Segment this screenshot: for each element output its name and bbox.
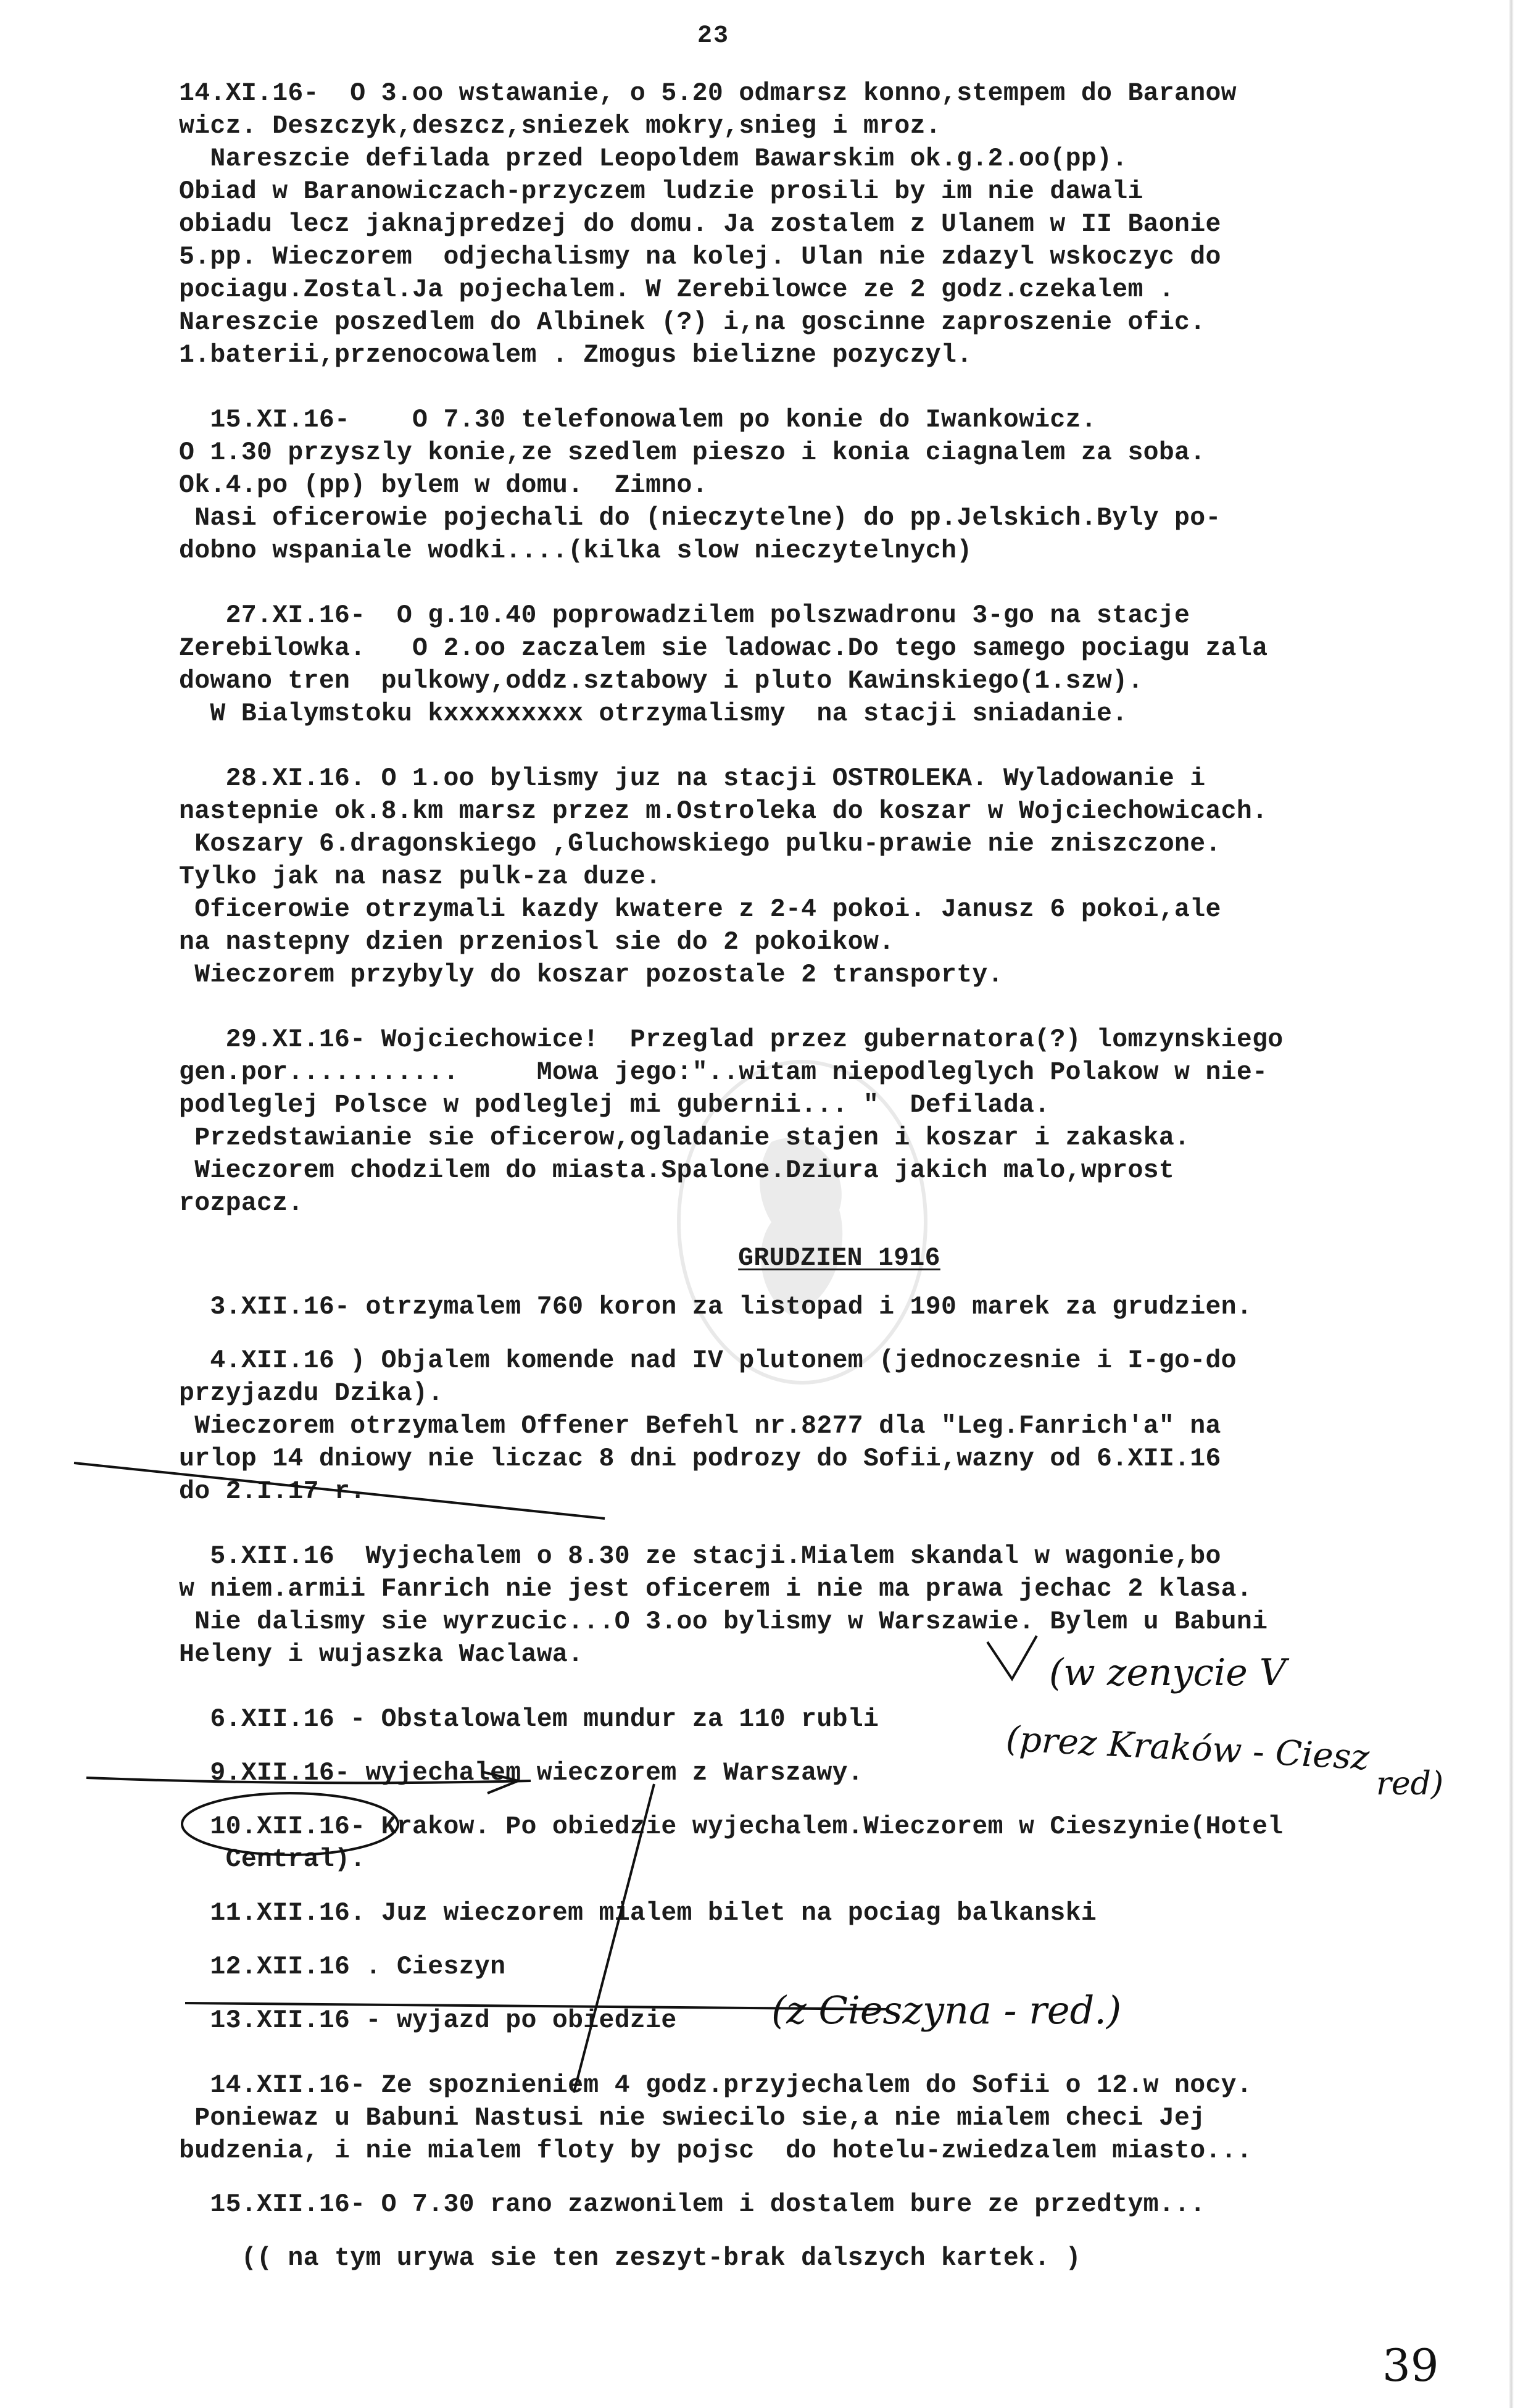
text-line: Przedstawianie sie oficerow,ogladanie stajen i koszar i zakaska.: [179, 1123, 1190, 1152]
month-heading: GRUDZIEN 1916: [738, 1244, 940, 1273]
text-line: Heleny i wujaszka Waclawa.: [179, 1640, 584, 1669]
text-line: 4.XII.16 ) Objalem komende nad IV plutonem (jednoczesnie i I-go-do: [179, 1346, 1237, 1375]
handwritten-note: red): [1376, 1765, 1444, 1802]
text-line: rozpacz.: [179, 1189, 304, 1218]
text-line: Poniewaz u Babuni Nastusi nie swiecilo sie,a nie mialem checi Jej: [179, 2104, 1206, 2133]
text-line: W Bialymstoku kxxxxxxxxx otrzymalismy na stacji sniadanie.: [179, 699, 1128, 728]
text-line: Wieczorem przybyly do koszar pozostale 2 transporty.: [179, 960, 1003, 989]
text-line: obiadu lecz jaknajpredzej do domu. Ja zostalem z Ulanem w II Baonie: [179, 210, 1221, 239]
text-line: 11.XII.16. Juz wieczorem mialem bilet na pociag balkanski: [179, 1899, 1097, 1928]
text-line: 6.XII.16 - Obstalowalem mundur za 110 rubli: [179, 1705, 879, 1734]
corner-number: 39: [1382, 2339, 1439, 2391]
handwritten-note: (z Cieszyna - red.): [771, 1988, 1122, 2033]
text-line: Tylko jak na nasz pulk-za duze.: [179, 862, 662, 891]
page-number: 23: [697, 22, 730, 50]
text-line: Oficerowie otrzymali kazdy kwatere z 2-4 pokoi. Janusz 6 pokoi,ale: [179, 895, 1221, 924]
text-line: Nareszcie defilada przed Leopoldem Bawarskim ok.g.2.oo(pp).: [179, 144, 1128, 173]
text-line: (( na tym urywa sie ten zeszyt-brak dalszych kartek. ): [179, 2244, 1081, 2273]
handwritten-note: (prez Kraków - Ciesz: [1005, 1719, 1371, 1778]
text-line: Wieczorem otrzymalem Offener Befehl nr.8277 dla "Leg.Fanrich'a" na: [179, 1412, 1221, 1441]
text-line: 3.XII.16- otrzymalem 760 koron za listopad i 190 marek za grudzien.: [179, 1293, 1253, 1322]
text-line: 27.XI.16- O g.10.40 poprowadzilem polszwadronu 3-go na stacje: [179, 601, 1190, 630]
text-line: 10.XII.16- Krakow. Po obiedzie wyjechalem.Wieczorem w Cieszynie(Hotel: [179, 1812, 1284, 1841]
text-line: 9.XII.16- wyjechalem wieczorem z Warszawy.: [179, 1759, 863, 1788]
text-line: Central).: [179, 1845, 366, 1874]
text-line: 15.XII.16- O 7.30 rano zazwonilem i dostalem bure ze przedtym...: [179, 2190, 1206, 2219]
text-line: budzenia, i nie mialem floty by pojsc do hotelu-zwiedzalem miasto...: [179, 2136, 1253, 2165]
text-line: urlop 14 dniowy nie liczac 8 dni podrozy do Sofii,wazny od 6.XII.16: [179, 1444, 1221, 1473]
text-line: dowano tren pulkowy,oddz.sztabowy i pluto Kawinskiego(1.szw).: [179, 667, 1143, 696]
text-line: 14.XI.16- O 3.oo wstawanie, o 5.20 odmarsz konno,stempem do Baranow: [179, 79, 1237, 108]
pen-circle: [182, 1793, 398, 1855]
text-line: podleglej Polsce w podleglej mi gubernii... " Defilada.: [179, 1091, 1050, 1120]
text-line: Ok.4.po (pp) bylem w domu. Zimno.: [179, 471, 708, 500]
text-line: Obiad w Baranowiczach-przyczem ludzie prosili by im nie dawali: [179, 177, 1143, 206]
text-line: 5.pp. Wieczorem odjechalismy na kolej. Ulan nie zdazyl wskoczyc do: [179, 243, 1221, 272]
pen-stroke: [74, 1463, 605, 1519]
text-line: pociagu.Zostal.Ja pojechalem. W Zerebilowce ze 2 godz.czekalem .: [179, 275, 1175, 304]
text-line: nastepnie ok.8.km marsz przez m.Ostroleka do koszar w Wojciechowicach.: [179, 797, 1268, 826]
text-line: O 1.30 przyszly konie,ze szedlem pieszo i konia ciagnalem za soba.: [179, 438, 1206, 467]
text-line: do 2.I.17 r.: [179, 1477, 366, 1506]
text-line: gen.por........... Mowa jego:"..witam niepodleglych Polakow w nie-: [179, 1058, 1268, 1087]
text-line: Nasi oficerowie pojechali do (nieczytelne) do pp.Jelskich.Byly po-: [179, 504, 1221, 533]
pen-stroke: [574, 1784, 654, 2093]
text-line: Nie dalismy sie wyrzucic...O 3.oo bylismy w Warszawie. Bylem u Babuni: [179, 1607, 1268, 1636]
text-line: 13.XII.16 - wyjazd po obiedzie: [179, 2006, 677, 2035]
pen-check-mark: [987, 1636, 1037, 1679]
text-line: na nastepny dzien przeniosl sie do 2 pokoikow.: [179, 928, 895, 957]
pen-stroke: [86, 1778, 531, 1783]
text-line: Wieczorem chodzilem do miasta.Spalone.Dziura jakich malo,wprost: [179, 1156, 1175, 1185]
text-line: przyjazdu Dzika).: [179, 1379, 444, 1408]
text-line: w niem.armii Fanrich nie jest oficerem i nie ma prawa jechac 2 klasa.: [179, 1575, 1253, 1604]
text-line: 29.XI.16- Wojciechowice! Przeglad przez gubernatora(?) lomzynskiego: [179, 1025, 1284, 1054]
text-line: dobno wspaniale wodki....(kilka slow nieczytelnych): [179, 536, 973, 565]
text-line: Koszary 6.dragonskiego ,Gluchowskiego pulku-prawie nie zniszczone.: [179, 830, 1221, 859]
text-line: 15.XI.16- O 7.30 telefonowalem po konie do Iwankowicz.: [179, 406, 1097, 435]
handwritten-note: (w zenycie V: [1049, 1651, 1287, 1694]
text-line: 14.XII.16- Ze spoznieniem 4 godz.przyjechalem do Sofii o 12.w nocy.: [179, 2071, 1253, 2100]
text-line: Nareszcie poszedlem do Albinek (?) i,na goscinne zaproszenie ofic.: [179, 308, 1206, 337]
text-line: wicz. Deszczyk,deszcz,sniezek mokry,snieg i mroz.: [179, 112, 941, 141]
text-line: Zerebilowka. O 2.oo zaczalem sie ladowac.Do tego samego pociagu zala: [179, 634, 1268, 663]
text-line: 28.XI.16. O 1.oo bylismy juz na stacji OSTROLEKA. Wyladowanie i: [179, 764, 1206, 793]
text-line: 1.baterii,przenocowalem . Zmogus bielizne pozyczyl.: [179, 341, 973, 370]
text-line: 5.XII.16 Wyjechalem o 8.30 ze stacji.Mialem skandal w wagonie,bo: [179, 1542, 1221, 1571]
text-line: 12.XII.16 . Cieszyn: [179, 1952, 506, 1981]
